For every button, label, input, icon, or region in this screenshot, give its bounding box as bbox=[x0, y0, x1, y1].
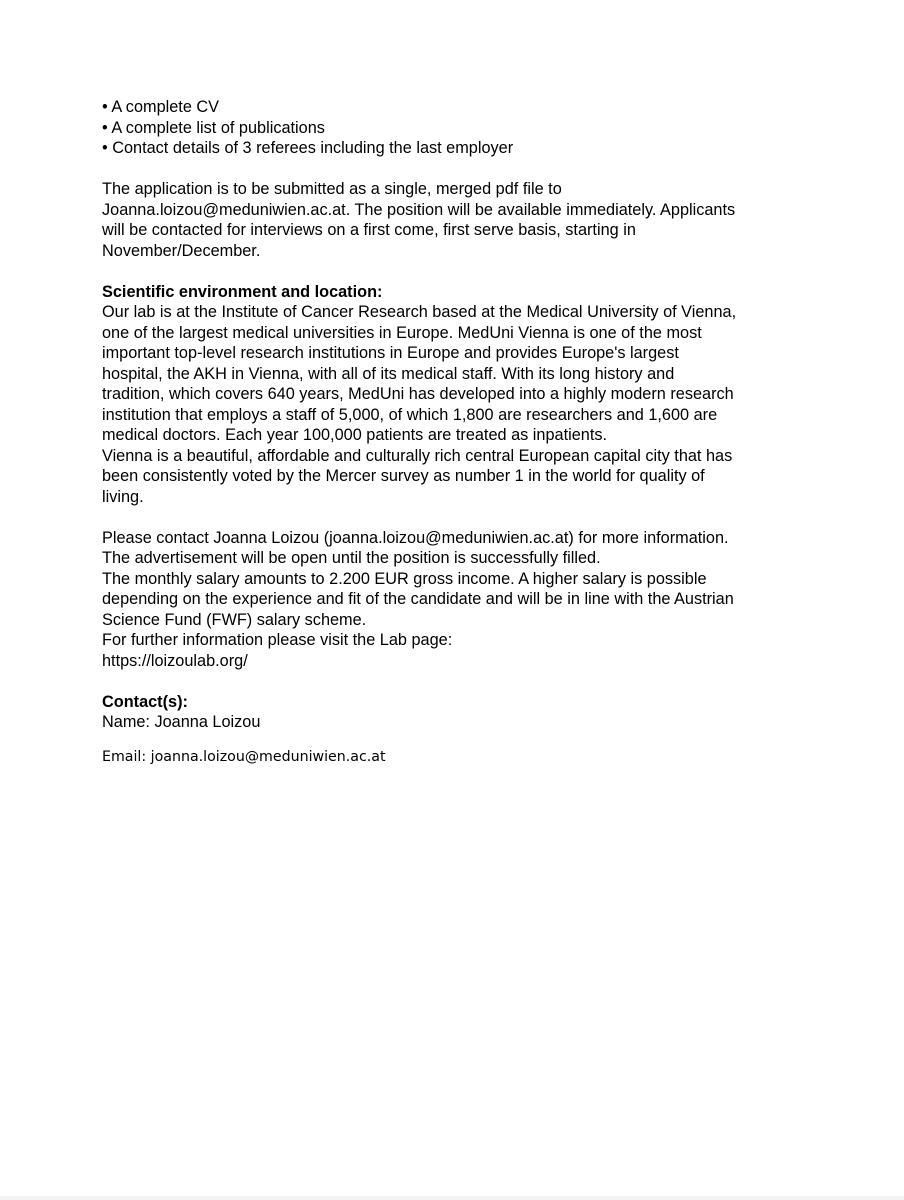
document-body bbox=[102, 97, 802, 781]
application-line: Joanna.loizou@meduniwien.ac.at. The position will be available immediately. Applicants bbox=[102, 200, 736, 219]
info-paragraph bbox=[102, 528, 802, 672]
environment-heading: Scientific environment and location: bbox=[102, 282, 383, 301]
application-line: The application is to be submitted as a single, merged pdf file to bbox=[102, 180, 562, 198]
requirement-item: • A complete CV bbox=[102, 98, 220, 116]
info-line: The monthly salary amounts to 2.200 EUR gross income. A higher salary is possible bbox=[102, 569, 707, 588]
requirement-item: • Contact details of 3 referees including the last employer bbox=[102, 139, 514, 157]
paragraph-gap bbox=[102, 159, 802, 180]
requirement-item: • A complete list of publications bbox=[102, 118, 325, 137]
lab-page-link[interactable]: https://loizoulab.org/ bbox=[102, 651, 248, 670]
environment-line: institution that employs a staff of 5,000, of which 1,800 are researchers and 1,600 are bbox=[102, 405, 718, 424]
contact-email[interactable]: Email: joanna.loizou@meduniwien.ac.at bbox=[102, 748, 386, 765]
info-line: For further information please visit the Lab page: bbox=[102, 631, 453, 649]
paragraph-gap bbox=[102, 261, 802, 282]
contact-name: Name: Joanna Loizou bbox=[102, 713, 261, 731]
paragraph-gap bbox=[102, 671, 802, 692]
environment-line: medical doctors. Each year 100,000 patients are treated as inpatients. bbox=[102, 426, 608, 444]
application-line: November/December. bbox=[102, 241, 261, 260]
application-paragraph bbox=[102, 179, 802, 261]
info-line: The advertisement will be open until the position is successfully filled. bbox=[102, 549, 601, 567]
info-line: depending on the experience and fit of the candidate and will be in line with the Austrian bbox=[102, 590, 734, 608]
environment-line: been consistently voted by the Mercer survey as number 1 in the world for quality of bbox=[102, 467, 705, 485]
contacts-heading: Contact(s): bbox=[102, 692, 188, 711]
environment-line: hospital, the AKH in Vienna, with all of its medical staff. With its long history and bbox=[102, 364, 675, 383]
paragraph-gap bbox=[102, 507, 802, 528]
environment-line: one of the largest medical universities in Europe. MedUni Vienna is one of the most bbox=[102, 323, 702, 342]
environment-line: living. bbox=[102, 487, 144, 506]
application-line: will be contacted for interviews on a first come, first serve basis, starting in bbox=[102, 221, 636, 239]
environment-line: tradition, which covers 640 years, MedUni has developed into a highly modern research bbox=[102, 385, 734, 403]
info-line: Please contact Joanna Loizou (joanna.loizou@meduniwien.ac.at) for more information. bbox=[102, 528, 729, 547]
contacts-section bbox=[102, 692, 802, 768]
info-line: Science Fund (FWF) salary scheme. bbox=[102, 610, 367, 629]
page-bottom-edge bbox=[0, 1196, 904, 1200]
environment-line: important top-level research institutions in Europe and provides Europe's largest bbox=[102, 344, 679, 362]
environment-section bbox=[102, 282, 802, 508]
requirements-list bbox=[102, 97, 802, 159]
environment-line: Vienna is a beautiful, affordable and culturally rich central European capital city that has bbox=[102, 446, 733, 465]
environment-line: Our lab is at the Institute of Cancer Research based at the Medical University of Vienna, bbox=[102, 303, 737, 321]
